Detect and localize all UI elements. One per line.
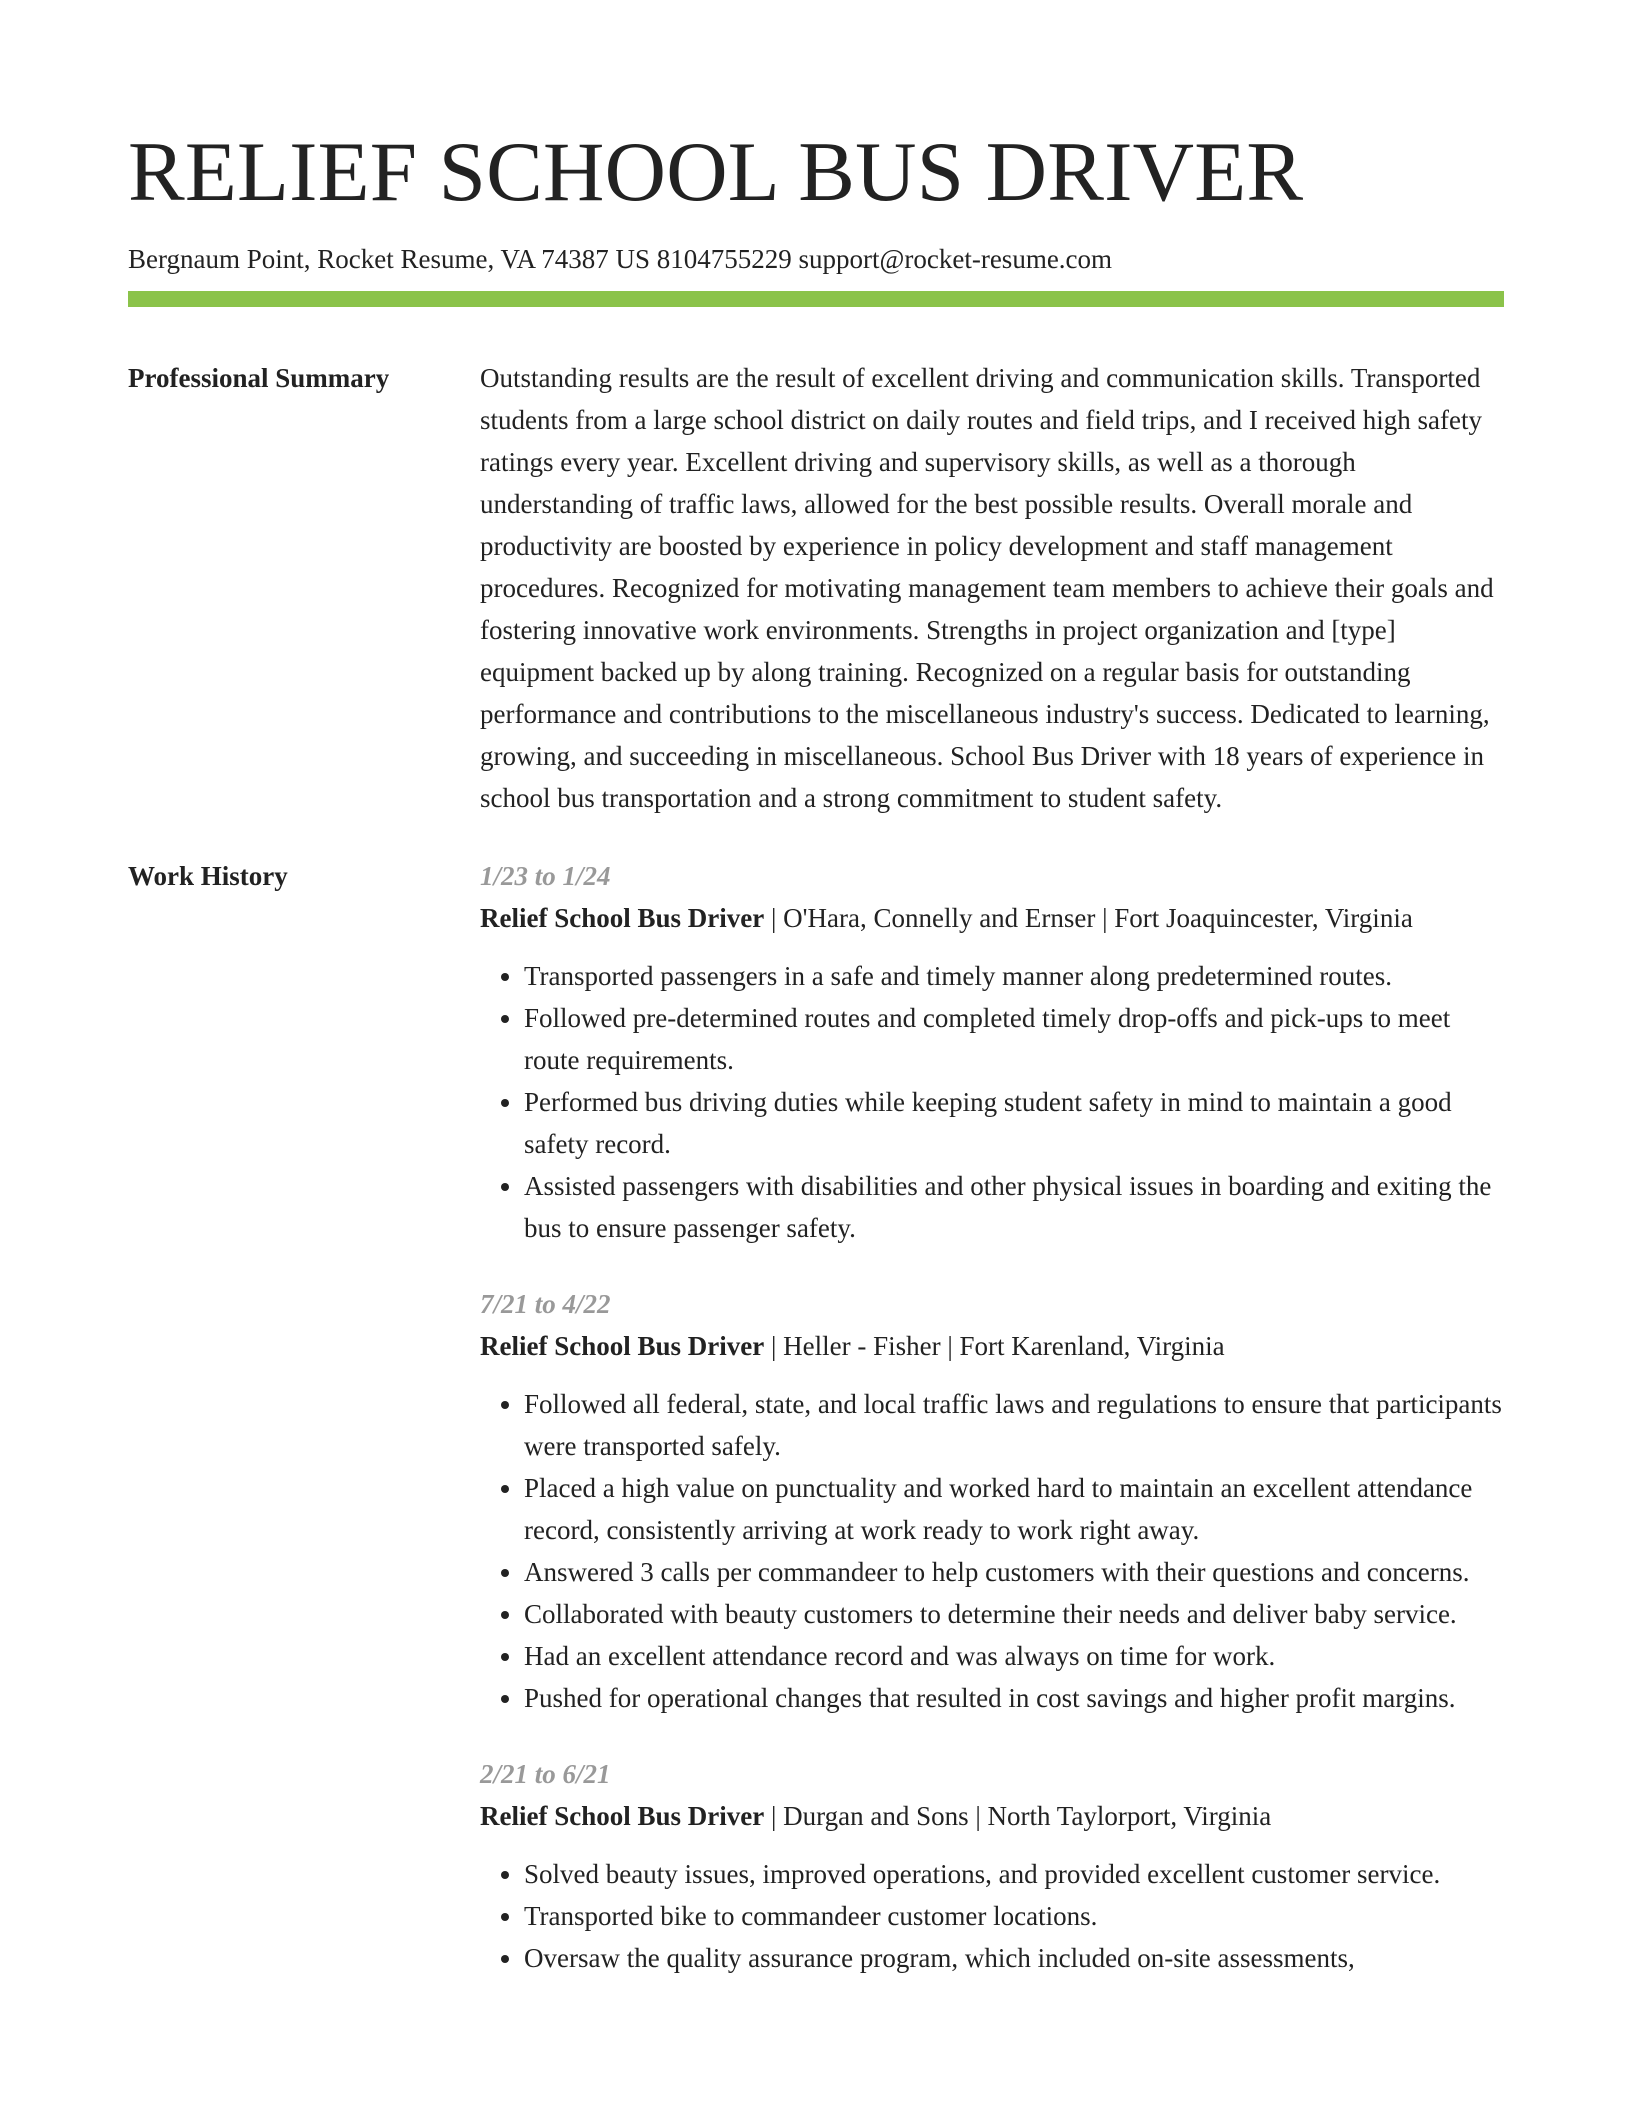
work-history-list [480,855,1504,2013]
job-title: Relief School Bus Driver [480,903,765,933]
job-bullet: • Oversaw the quality assurance program, which included on-site assessments, [524,1937,1504,1979]
work-history-label: Work History [128,861,288,891]
job-bullets [480,1383,1504,1719]
job-dates: 7/21 to 4/22 [480,1289,611,1319]
job-bullet: • Transported bike to commandeer customer locations. [524,1895,1504,1937]
job-heading [480,1325,1504,1367]
job-bullet: • Assisted passengers with disabilities and other physical issues in boarding and exiting the bus to ensure passenger safety. [524,1165,1504,1249]
professional-summary-section [128,357,1504,819]
job-bullet: • Collaborated with beauty customers to determine their needs and deliver baby service. [524,1593,1504,1635]
job-bullet: • Placed a high value on punctuality and worked hard to maintain an excellent attendance record, consistently arriving at work ready to work right away. [524,1467,1504,1551]
job-bullet: • Pushed for operational changes that resulted in cost savings and higher profit margins. [524,1677,1504,1719]
job-bullets [480,1853,1504,1979]
job-bullet: • Answered 3 calls per commandeer to help customers with their questions and concerns. [524,1551,1504,1593]
professional-summary-text: Outstanding results are the result of excellent driving and communication skills. Transported students from a large school district on daily routes and field trips, and I received high safety ratings every year. Excellent driving and supervisory skills, as well as a thorough understanding of traffic laws, allowed for the best possible results. Overall morale and productivity are boosted by experience in policy development and staff management procedures. Recognized for motivating management team members to achieve their goals and fostering innovative work environments. Strengths in project organization and [type] equipment backed up by along training. Recognized on a regular basis for outstanding performance and contributions to the miscellaneous industry's success. Dedicated to learning, growing, and succeeding in miscellaneous. School Bus Driver with 18 years of experience in school bus transportation and a strong commitment to student safety. [480,363,1494,813]
job-details: | Durgan and Sons | North Taylorport, Virginia [764,1801,1272,1831]
job-bullet: • Followed all federal, state, and local traffic laws and regulations to ensure that participants were transported safely. [524,1383,1504,1467]
professional-summary-label: Professional Summary [128,363,390,393]
job-bullet: • Solved beauty issues, improved operations, and provided excellent customer service. [524,1853,1504,1895]
job-details: | Heller - Fisher | Fort Karenland, Virginia [764,1331,1225,1361]
job-bullet: • Transported passengers in a safe and timely manner along predetermined routes. [524,955,1504,997]
job-details: | O'Hara, Connelly and Ernser | Fort Joaquincester, Virginia [764,903,1413,933]
job-entry [480,855,1504,1249]
contact-info: Bergnaum Point, Rocket Resume, VA 74387 US 8104755229 support@rocket-resume.com [128,244,1113,274]
job-title: Relief School Bus Driver [480,1331,765,1361]
job-entry [480,1753,1504,1979]
job-entry [480,1283,1504,1719]
work-history-section [128,855,1504,2013]
job-bullet: • Followed pre-determined routes and completed timely drop-offs and pick-ups to meet route requirements. [524,997,1504,1081]
job-bullet: • Had an excellent attendance record and was always on time for work. [524,1635,1504,1677]
job-dates: 1/23 to 1/24 [480,861,611,891]
job-bullets [480,955,1504,1249]
resume-title: RELIEF SCHOOL BUS DRIVER [128,125,1304,219]
header-divider [128,291,1504,307]
job-heading [480,1795,1504,1837]
job-title: Relief School Bus Driver [480,1801,765,1831]
job-dates: 2/21 to 6/21 [480,1759,611,1789]
job-heading [480,897,1504,939]
job-bullet: • Performed bus driving duties while keeping student safety in mind to maintain a good safety record. [524,1081,1504,1165]
